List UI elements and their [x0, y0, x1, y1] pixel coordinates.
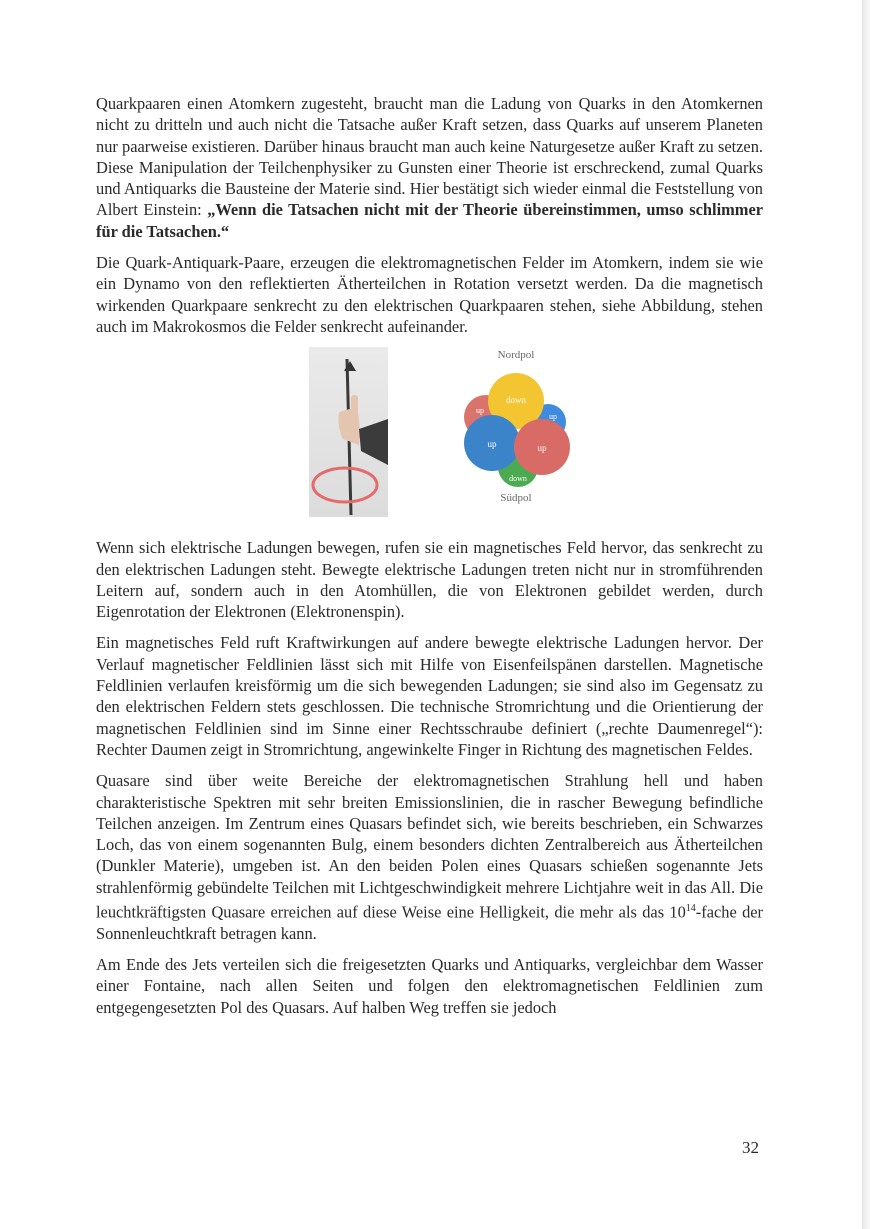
field-ring — [313, 468, 377, 502]
quark-label: up — [537, 443, 547, 454]
paragraph-2: Die Quark-Antiquark-Paare, erzeugen die elektromagnetischen Felder im Atomkern, indem sie wie ein Dynamo von den reflektierten Ätherteilchen in Rotation versetzt werden. Da die magnetisch wirkenden Quarkpaare senkrecht zu den elektrischen Quarkpaaren stehen, siehe Abbildung, stehen auch im Makrokosmos die Felder senkrecht aufeinander. — [96, 253, 763, 336]
figure — [96, 347, 763, 527]
paragraph-3: Wenn sich elektrische Ladungen bewegen, rufen sie ein magnetisches Feld hervor, das senkrecht zu den elektrischen Ladungen steht. Bewegte elektrische Ladungen treten nicht nur in stromführenden Leitern auf, sondern auch in den Atomhüllen, die von Elektronen gebildet werden, durch Eigenrotation der Elektronen (Elektronenspin). — [96, 538, 763, 622]
quark-label: down — [509, 474, 527, 484]
south-pole-label: Südpol — [500, 492, 532, 505]
quark-label: up — [487, 439, 497, 450]
paragraph-5: Quasare sind über weite Bereiche der elektromagnetischen Strahlung hell und haben charakteristische Spektren mit sehr breiten Emissionslinien, die in rascher Bewegung befindliche Teilchen anzeigen. Im Zentrum eines Quasars befindet sich, wie bereits beschrieben, ein Schwarzes Loch, das von einem sogenannten Bulg, einem besonders dichten Zentralbereich aus Ätherteilchen (Dunkler Materie), umgeben ist. An den beiden Polen eines Quasars schießen sogenannte Jets strahlenförmig gebündelte Teilchen mit Lichtgeschwindigkeit mehrere Lichtjahre weit in das All. Die leuchtkräftigsten Quasare erreichen auf diese Weise eine Helligkeit, die mehr als das $10^{14}$-fache der Sonnenleuchtkraft betragen kann. — [96, 771, 763, 943]
paragraph-4: Ein magnetisches Feld ruft Kraftwirkungen auf andere bewegte elektrische Ladungen hervor. Der Verlauf magnetischer Feldlinien lässt sich mit Hilfe von Eisenfeilspänen darstellen. Magnetische Feldlinien verlaufen kreisförmig um die sich bewegenden Ladungen; sie sind also im Gegensatz zu den elektrischen Feldern stets geschlossen. Die technische Stromrichtung und die Orientierung der magnetischen Feldlinien sind im Sinne einer Rechtsschraube definiert („rechte Daumenregel“): Rechter Daumen zeigt in Stromrichtung, angewinkelte Finger in Richtung des magnetischen Feldes. — [96, 633, 763, 759]
paragraph-1: Quarkpaaren einen Atomkern zugesteht, braucht man die Ladung von Quarks in den Atomkernen nicht zu dritteln und auch nicht die Tatsache außer Kraft setzen, dass Quarks auf unserem Planeten nur paarweise existieren. Darüber hinaus braucht man auch keine Naturgesetze außer Kraft zu setzen. Diese Manipulation der Teilchenphysiker zu Gunsten einer Theorie ist erschreckend, zumal Quarks und Antiquarks die Bausteine der Materie sind. Hier bestätigt sich wieder einmal die Feststellung von Albert Einstein: „Wenn die Tatsachen nicht mit der Theorie übereinstimmen, umso schlimmer für die Tatsachen.“ — [96, 94, 763, 241]
north-pole-label: Nordpol — [497, 349, 535, 362]
page-number: 32 — [742, 1138, 759, 1157]
quark-diagram — [456, 347, 576, 512]
quark-label: up — [476, 406, 484, 416]
quark-label: up — [549, 412, 557, 422]
quark-label: down — [506, 395, 526, 406]
page-edge — [862, 0, 870, 1229]
einstein-quote: „Wenn die Tatsachen nicht mit der Theorie übereinstimmen, umso schlimmer für die Tatsachen.“ — [96, 200, 763, 241]
document-page — [96, 93, 763, 1028]
paragraph-6: Am Ende des Jets verteilen sich die freigesetzten Quarks und Antiquarks, vergleichbar dem Wasser einer Fontaine, nach allen Seiten und folgen den elektromagnetischen Feldlinien zum entgegengesetzten Pol des Quasars. Auf halben Weg treffen sie jedoch — [96, 955, 763, 1017]
right-hand-rule-photo — [309, 347, 388, 517]
